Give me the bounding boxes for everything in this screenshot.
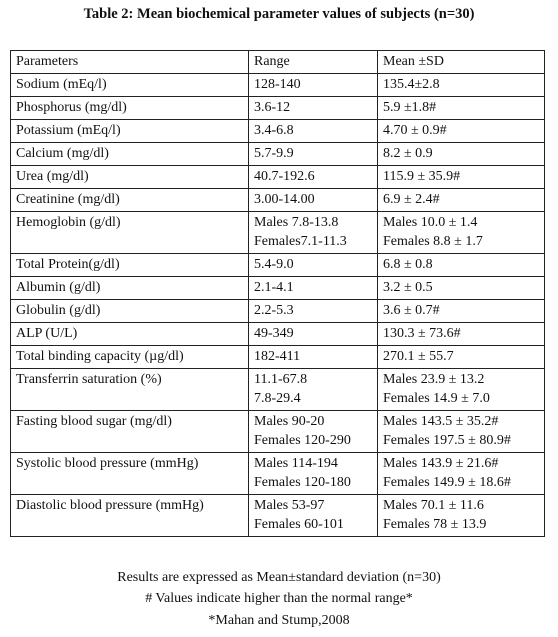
mean-sd-line: 270.1 ± 55.7 (383, 349, 454, 364)
parameter-cell: Diastolic blood pressure (mmHg) (11, 495, 249, 537)
mean-sd-cell (378, 495, 545, 537)
table-row (11, 495, 545, 537)
mean-sd-line: 5.9 ±1.8# (383, 100, 437, 115)
mean-sd-line: Females 149.9 ± 18.6# (383, 475, 511, 490)
table-row (11, 212, 545, 254)
range-line: Males 90-20 (254, 414, 325, 429)
table-row (11, 254, 545, 277)
mean-sd-cell (378, 346, 545, 369)
mean-sd-cell (378, 411, 545, 453)
mean-sd-cell (378, 143, 545, 166)
mean-sd-line: 3.2 ± 0.5 (383, 280, 433, 295)
table-row (11, 74, 545, 97)
biochemical-parameters-table (10, 50, 545, 537)
note-higher-than-normal: # Values indicate higher than the normal range* (145, 591, 413, 606)
mean-sd-cell (378, 300, 545, 323)
mean-sd-cell (378, 369, 545, 411)
parameter-cell: Globulin (g/dl) (11, 300, 249, 323)
range-line: Females7.1-11.3 (254, 234, 347, 249)
range-cell (249, 189, 378, 212)
mean-sd-line: Males 143.9 ± 21.6# (383, 456, 499, 471)
table-row (11, 369, 545, 411)
parameter-cell: Phosphorus (mg/dl) (11, 97, 249, 120)
parameter-cell: Total Protein(g/dl) (11, 254, 249, 277)
range-cell (249, 166, 378, 189)
parameter-cell: Systolic blood pressure (mmHg) (11, 453, 249, 495)
mean-sd-line: 3.6 ± 0.7# (383, 303, 440, 318)
range-cell (249, 323, 378, 346)
mean-sd-cell (378, 120, 545, 143)
range-line: 11.1-67.8 (254, 372, 308, 387)
range-cell (249, 277, 378, 300)
parameter-cell: Urea (mg/dl) (11, 166, 249, 189)
table-body (11, 51, 545, 537)
range-cell (249, 300, 378, 323)
mean-sd-line: Males 23.9 ± 13.2 (383, 372, 485, 387)
range-line: 3.6-12 (254, 100, 291, 115)
table-row (11, 143, 545, 166)
parameter-cell: Total binding capacity (µg/dl) (11, 346, 249, 369)
table-row (11, 453, 545, 495)
range-line: 128-140 (254, 77, 301, 92)
range-cell (249, 254, 378, 277)
table-row (11, 166, 545, 189)
note-reference: *Mahan and Stump,2008 (208, 613, 350, 628)
table-row (11, 120, 545, 143)
parameter-cell: Calcium (mg/dl) (11, 143, 249, 166)
mean-sd-line: Females 8.8 ± 1.7 (383, 234, 483, 249)
mean-sd-cell (378, 166, 545, 189)
mean-sd-cell (378, 212, 545, 254)
mean-sd-cell (378, 97, 545, 120)
table-row (11, 411, 545, 453)
mean-sd-line: 135.4±2.8 (383, 77, 440, 92)
mean-sd-line: 115.9 ± 35.9# (383, 169, 461, 184)
range-line: Females 60-101 (254, 517, 344, 532)
table-row (11, 300, 545, 323)
parameter-cell: Potassium (mEq/l) (11, 120, 249, 143)
mean-sd-line: 6.8 ± 0.8 (383, 257, 433, 272)
range-line: 3.4-6.8 (254, 123, 294, 138)
table-row (11, 323, 545, 346)
range-cell (249, 212, 378, 254)
range-line: 3.00-14.00 (254, 192, 315, 207)
range-line: 40.7-192.6 (254, 169, 315, 184)
parameter-cell: ALP (U/L) (11, 323, 249, 346)
range-line: 49-349 (254, 326, 294, 341)
note-mean-sd: Results are expressed as Mean±standard deviation (n=30) (117, 570, 441, 585)
parameter-cell: Transferrin saturation (%) (11, 369, 249, 411)
range-cell (249, 143, 378, 166)
parameter-cell: Creatinine (mg/dl) (11, 189, 249, 212)
range-line: 2.1-4.1 (254, 280, 294, 295)
mean-sd-line: Males 10.0 ± 1.4 (383, 215, 478, 230)
range-cell (249, 120, 378, 143)
mean-sd-cell (378, 74, 545, 97)
mean-sd-line: Females 14.9 ± 7.0 (383, 391, 490, 406)
range-cell (249, 346, 378, 369)
range-cell (249, 369, 378, 411)
range-line: 5.7-9.9 (254, 146, 294, 161)
mean-sd-cell (378, 254, 545, 277)
table-caption: Table 2: Mean biochemical parameter values of subjects (n=30) (83, 6, 475, 22)
table-row (11, 189, 545, 212)
range-line: Females 120-290 (254, 433, 351, 448)
mean-sd-cell (378, 189, 545, 212)
parameter-cell: Sodium (mEq/l) (11, 74, 249, 97)
mean-sd-line: 6.9 ± 2.4# (383, 192, 440, 207)
mean-sd-line: Females 78 ± 13.9 (383, 517, 487, 532)
mean-sd-line: Males 143.5 ± 35.2# (383, 414, 499, 429)
range-line: Males 53-97 (254, 498, 325, 513)
table-row (11, 97, 545, 120)
mean-sd-cell (378, 453, 545, 495)
range-cell (249, 97, 378, 120)
range-line: Males 114-194 (254, 456, 338, 471)
header-parameters: Parameters (11, 51, 249, 74)
mean-sd-line: 130.3 ± 73.6# (383, 326, 461, 341)
range-cell (249, 453, 378, 495)
parameter-cell: Fasting blood sugar (mg/dl) (11, 411, 249, 453)
range-line: 5.4-9.0 (254, 257, 294, 272)
mean-sd-cell (378, 323, 545, 346)
range-line: Males 7.8-13.8 (254, 215, 339, 230)
range-line: 182-411 (254, 349, 301, 364)
range-cell (249, 495, 378, 537)
table-row (11, 346, 545, 369)
mean-sd-line: Females 197.5 ± 80.9# (383, 433, 511, 448)
range-cell (249, 411, 378, 453)
range-line: 7.8-29.4 (254, 391, 301, 406)
range-line: 2.2-5.3 (254, 303, 294, 318)
range-cell (249, 74, 378, 97)
mean-sd-line: 4.70 ± 0.9# (383, 123, 447, 138)
mean-sd-line: Males 70.1 ± 11.6 (383, 498, 484, 513)
parameter-cell: Hemoglobin (g/dl) (11, 212, 249, 254)
header-mean-sd: Mean ±SD (378, 51, 545, 74)
mean-sd-cell (378, 277, 545, 300)
table-row (11, 277, 545, 300)
table-header-row (11, 51, 545, 74)
header-range: Range (249, 51, 378, 74)
parameter-cell: Albumin (g/dl) (11, 277, 249, 300)
mean-sd-line: 8.2 ± 0.9 (383, 146, 433, 161)
range-line: Females 120-180 (254, 475, 351, 490)
